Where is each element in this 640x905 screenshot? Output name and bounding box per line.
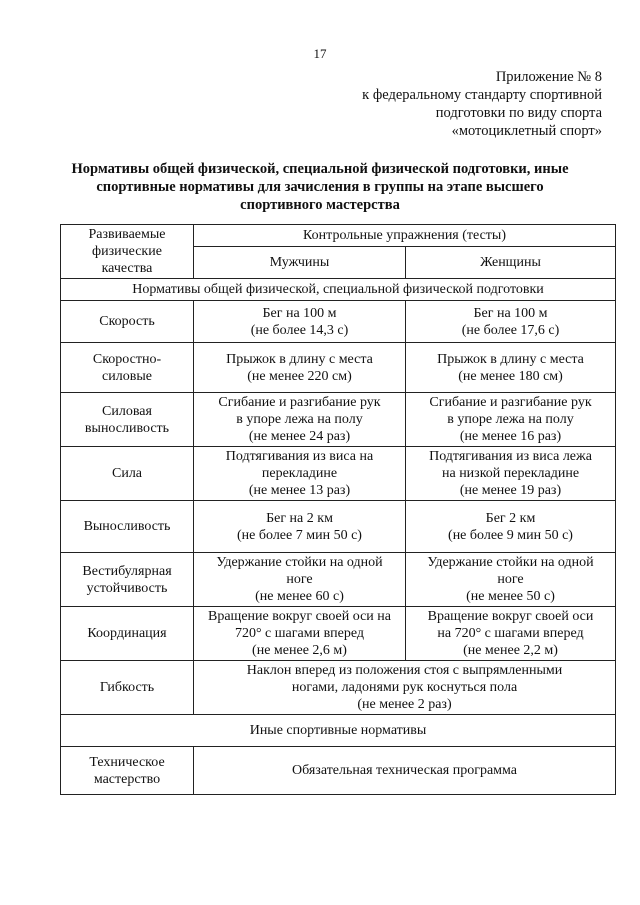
women-cell [406,501,616,553]
women-cell [406,301,616,343]
cell-line: Прыжок в длину с места [437,351,584,367]
women-cell [406,393,616,447]
quality-cell [61,447,194,501]
cell-line: (не более 7 мин 50 с) [237,527,362,543]
table-row [61,393,616,447]
cell-line: (не менее 180 см) [458,368,563,384]
cell-line: (не более 9 мин 50 с) [448,527,573,543]
cell-line: Вестибулярная [82,563,172,579]
cell-line: Прыжок в длину с места [226,351,373,367]
table-row [61,343,616,393]
section-other: Иные спортивные нормативы [61,715,616,747]
cell-line: (не менее 2,6 м) [252,643,347,658]
men-cell [194,501,406,553]
header-men: Мужчины [194,247,406,279]
cell-line: Координация [87,626,167,641]
cell-line: перекладине [261,466,338,481]
cell-line: (не более 17,6 с) [461,322,560,338]
cell-line: Силовая [102,403,152,419]
header-qualities-line: физические [92,244,162,259]
quality-cell [61,501,194,553]
title-line: Нормативы общей физической, специальной физической подготовки, иные [71,161,569,177]
cell-line: в упоре лежа на полу [447,412,574,427]
table-row [61,607,616,661]
header-qualities [61,225,194,279]
cell-line: Вращение вокруг своей оси [427,609,594,624]
section-general: Нормативы общей физической, специальной физической подготовки [61,279,616,301]
page-number: 17 [313,46,327,61]
document-title [60,160,580,214]
men-cell [194,447,406,501]
tech-cell: Обязательная техническая программа [194,747,616,795]
cell-line: Наклон вперед из положения стоя с выпрямленными [246,663,563,678]
cell-line: Сгибание и разгибание рук [429,395,592,410]
cell-line: (не менее 13 раз) [248,483,351,498]
cell-line: Подтягивания из виса на [225,449,374,464]
cell-line: 720° с шагами вперед [234,626,365,641]
cell-line: (не более 14,3 с) [250,322,349,338]
cell-line: Сила [111,466,143,481]
appendix-block [362,68,602,140]
cell-line: на 720° с шагами вперед [437,626,584,641]
cell-line: ноге [497,572,524,587]
cell-line: Выносливость [83,519,171,534]
flex-cell [194,661,616,715]
cell-line: (не менее 19 раз) [459,483,562,498]
cell-line: ноге [286,572,313,587]
cell-line: ногами, ладонями рук коснуться пола [291,680,518,695]
header-qualities-line: Развиваемые [88,227,166,242]
title-line: спортивного мастерства [240,197,400,213]
quality-cell: Гибкость [61,661,194,715]
table-row [61,501,616,553]
men-cell [194,607,406,661]
cell-line: Бег на 2 км [266,510,333,526]
cell-line: Удержание стойки на одной [216,555,383,570]
cell-line: Бег на 100 м [473,305,548,321]
cell-line: (не менее 2 раз) [357,697,452,712]
table-row [61,661,616,715]
header-tests: Контрольные упражнения (тесты) [194,225,616,247]
table-row [61,553,616,607]
header-women: Женщины [406,247,616,279]
cell-line: Скорость [99,314,155,329]
cell-line: (не менее 220 см) [247,368,352,384]
women-cell [406,447,616,501]
quality-cell [61,747,194,795]
table-row [61,301,616,343]
cell-line: в упоре лежа на полу [236,412,363,427]
cell-line: (не менее 24 раз) [248,429,351,444]
cell-line: (не менее 16 раз) [459,429,562,444]
quality-cell [61,607,194,661]
header-qualities-line: качества [101,261,153,276]
appendix-line: «мотоциклетный спорт» [451,123,602,139]
quality-cell [61,301,194,343]
women-cell [406,607,616,661]
women-cell [406,343,616,393]
table-row [61,447,616,501]
cell-line: (не менее 60 с) [255,589,344,604]
cell-line: Подтягивания из виса лежа [429,449,592,464]
cell-line: выносливость [84,420,170,436]
cell-line: устойчивость [86,580,168,596]
cell-line: Вращение вокруг своей оси на [208,609,391,624]
cell-line: Сгибание и разгибание рук [218,395,381,410]
title-line: спортивные нормативы для зачисления в группы на этапе высшего [96,179,544,195]
norms-table [60,224,616,795]
cell-line: Техническое [89,754,165,770]
appendix-line: к федеральному стандарту спортивной [362,87,602,103]
cell-line: (не менее 50 с) [466,589,555,604]
cell-line: Бег 2 км [485,510,536,526]
appendix-line: подготовки по виду спорта [435,105,602,121]
cell-line: силовые [102,368,152,384]
women-cell [406,553,616,607]
cell-line: Скоростно- [92,351,162,367]
appendix-line: Приложение № 8 [495,69,602,85]
cell-line: Бег на 100 м [262,305,337,321]
quality-cell [61,553,194,607]
cell-line: (не менее 2,2 м) [463,643,558,658]
men-cell [194,343,406,393]
cell-line: на низкой перекладине [441,466,580,481]
cell-line: Удержание стойки на одной [427,555,594,570]
men-cell [194,393,406,447]
men-cell [194,301,406,343]
men-cell [194,553,406,607]
cell-line: мастерство [93,771,161,787]
quality-cell [61,393,194,447]
table-row [61,747,616,795]
quality-cell [61,343,194,393]
